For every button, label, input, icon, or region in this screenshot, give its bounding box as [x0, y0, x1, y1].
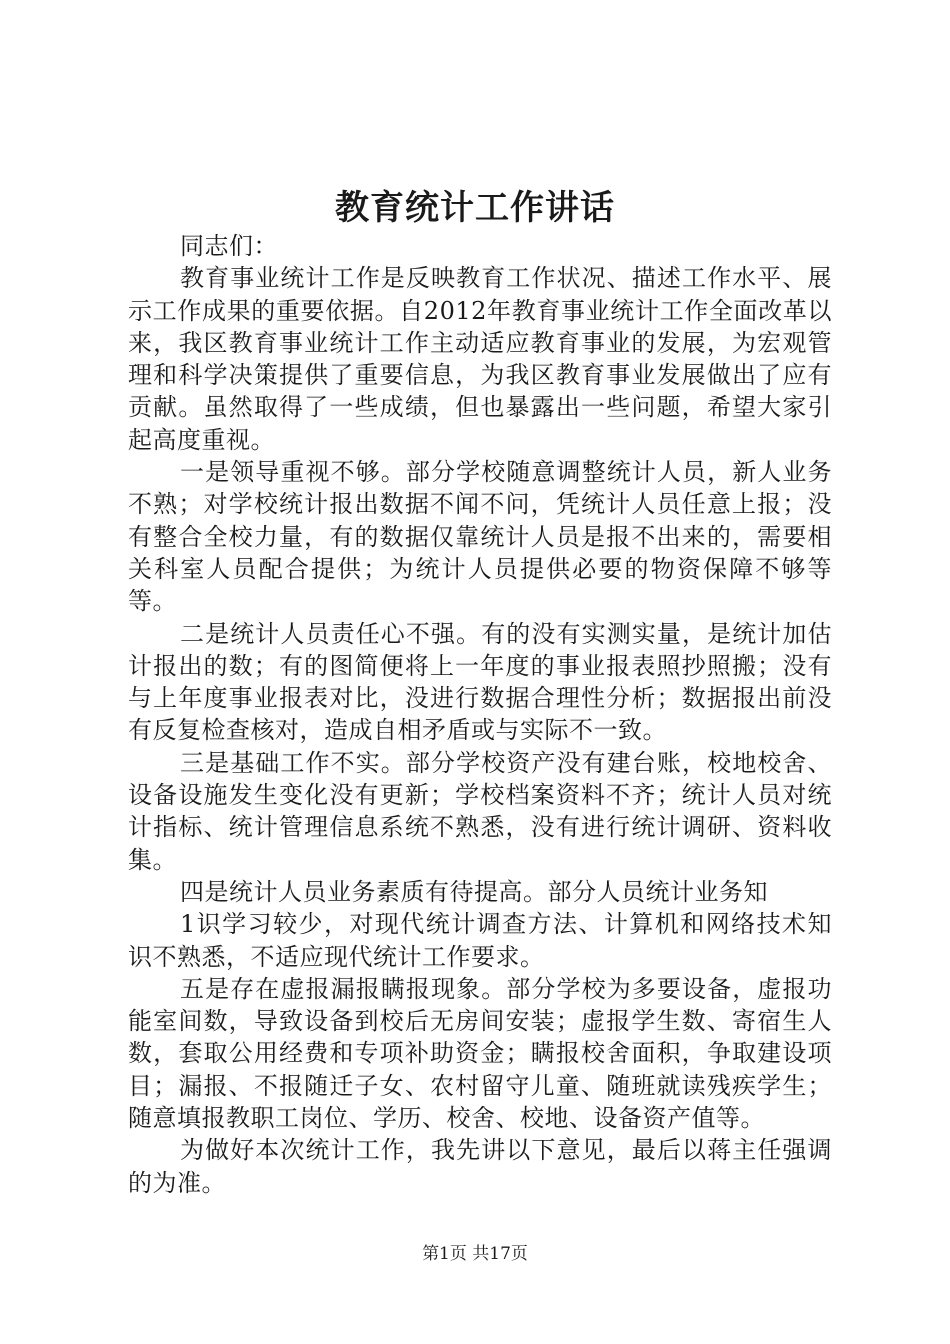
paragraph-salutation: 同志们： — [180, 232, 278, 260]
document-title: 教育统计工作讲话 — [335, 188, 615, 228]
paragraph-point-4-continued: 1识学习较少，对现代统计调查方法、计算机和网络技术知识不熟悉，不适应现代统计工作要求。 — [128, 910, 832, 971]
paragraph-point-1: 一是领导重视不够。部分学校随意调整统计人员，新人业务不熟；对学校统计报出数据不闻不问，凭统计人员任意上报；没有整合全校力量，有的数据仅靠统计人员是报不出来的，需要相关科室人员配合提供；为统计人员提供必要的物资保障不够等等。 — [128, 458, 832, 616]
document-body — [128, 230, 832, 1199]
paragraph-point-5: 五是存在虚报漏报瞒报现象。部分学校为多要设备，虚报功能室间数，导致设备到校后无房间安装；虚报学生数、寄宿生人数，套取公用经费和专项补助资金；瞒报校舍面积，争取建设项目；漏报、不报随迁子女、农村留守儿童、随班就读残疾学生；随意填报教职工岗位、学历、校舍、校地、设备资产值等。 — [128, 974, 832, 1133]
paragraph-point-2: 二是统计人员责任心不强。有的没有实测实量，是统计加估计报出的数；有的图简便将上一年度的事业报表照抄照搬；没有与上年度事业报表对比，没进行数据合理性分析；数据报出前没有反复检查核对，造成自相矛盾或与实际不一致。 — [128, 619, 832, 745]
paragraph-point-3: 三是基础工作不实。部分学校资产没有建台账，校地校舍、设备设施发生变化没有更新；学校档案资料不齐；统计人员对统计指标、统计管理信息系统不熟悉，没有进行统计调研、资料收集。 — [128, 748, 832, 874]
paragraph-closing: 为做好本次统计工作，我先讲以下意见，最后以蒋主任强调的为准。 — [128, 1136, 832, 1197]
paragraph-intro: 教育事业统计工作是反映教育工作状况、描述工作水平、展示工作成果的重要依据。自2012年教育事业统计工作全面改革以来，我区教育事业统计工作主动适应教育事业的发展，为宏观管理和科学决策提供了重要信息，为我区教育事业发展做出了应有贡献。虽然取得了一些成绩，但也暴露出一些问题，希望大家引起高度重视。 — [128, 264, 832, 454]
page-footer: 第1页 共17页 — [422, 1244, 528, 1264]
paragraph-point-4: 四是统计人员业务素质有待提高。部分人员统计业务知 — [180, 877, 768, 906]
